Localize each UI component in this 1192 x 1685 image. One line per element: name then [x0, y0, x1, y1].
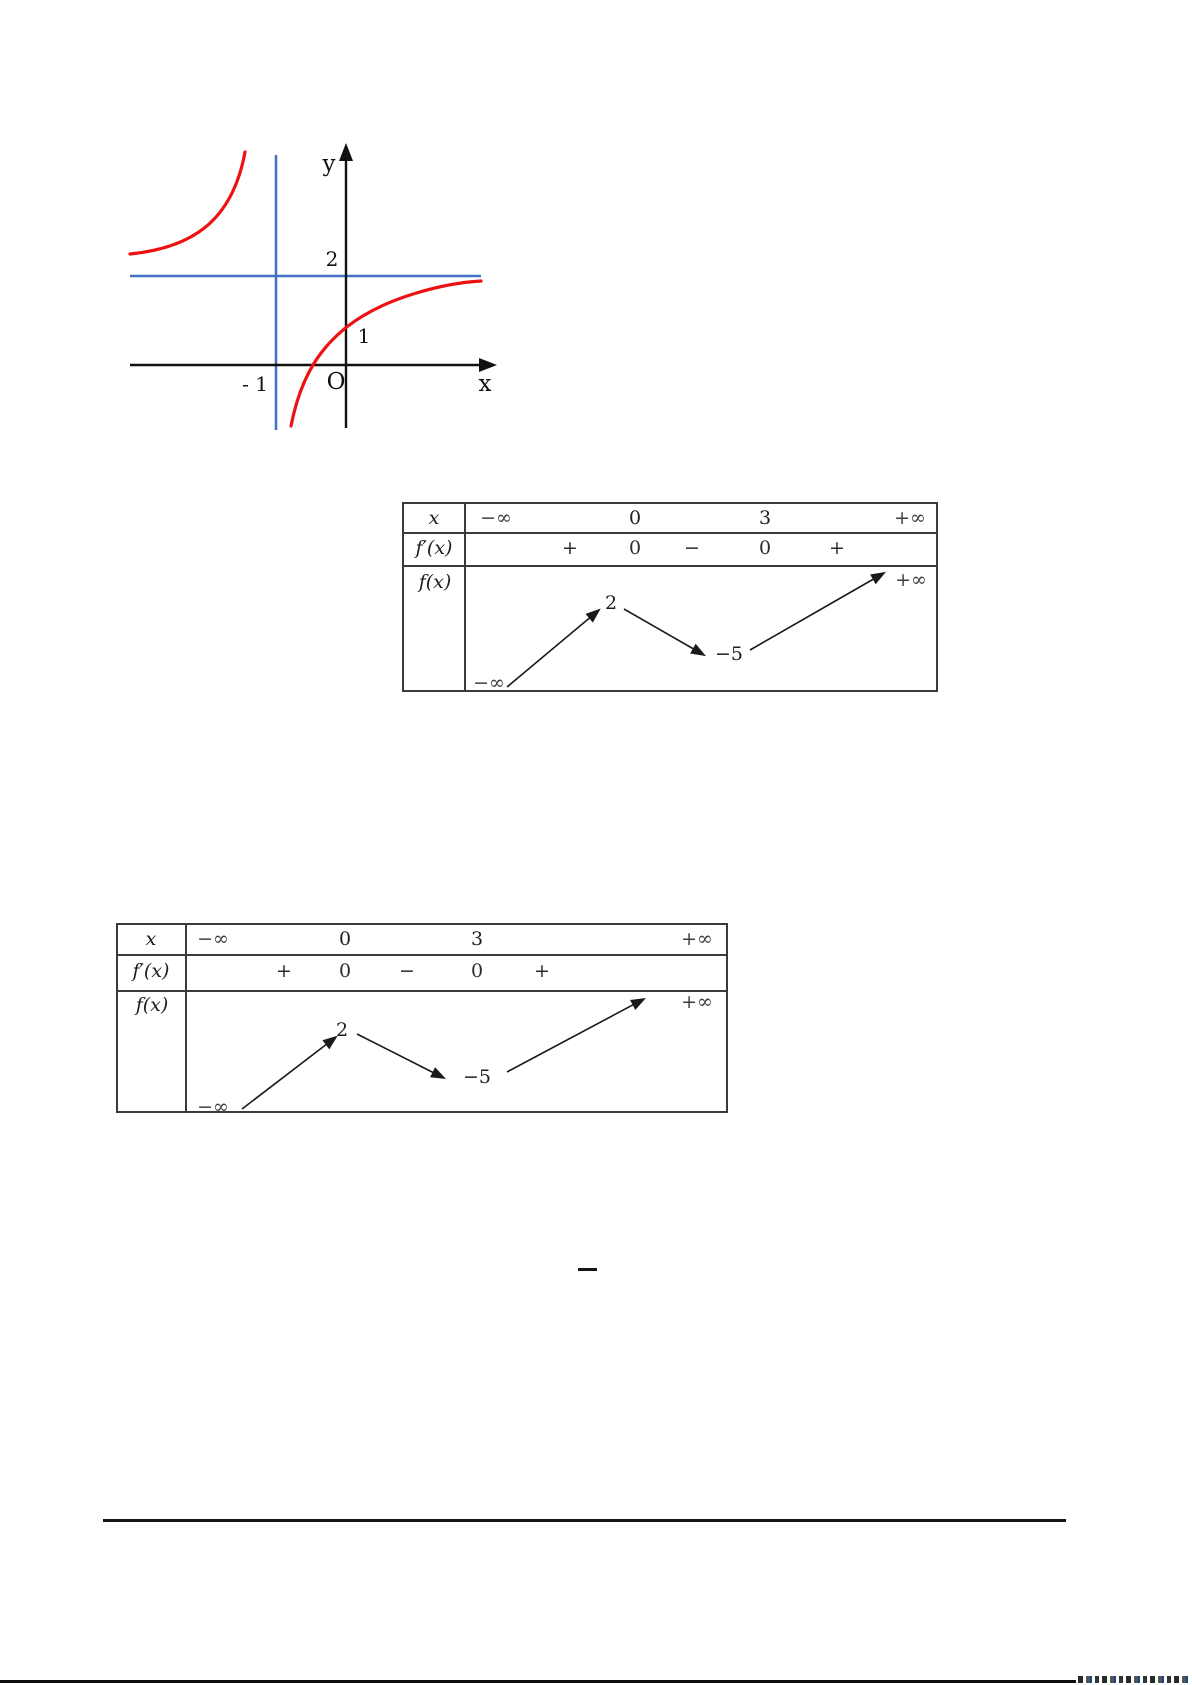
monotonicity-arrows [404, 504, 940, 694]
page-bottom-line [0, 1680, 1076, 1683]
x-value: 3 [470, 928, 484, 950]
f-local-min: −5 [714, 643, 744, 665]
f-limit-start: −∞ [473, 672, 505, 694]
increase-arrow-icon [324, 1037, 336, 1048]
decrease-arrow-icon [624, 609, 694, 649]
decrease-arrow-icon [357, 1034, 433, 1073]
x-value: +∞ [894, 507, 926, 529]
x-axis-label: x [478, 371, 492, 397]
curve-branch-lower-right [291, 281, 481, 426]
x-value: −∞ [197, 928, 229, 950]
f-local-max: 2 [335, 1019, 349, 1041]
x-value: 0 [338, 928, 352, 950]
increase-arrow-icon [631, 999, 644, 1009]
increase-arrow-icon [242, 1044, 327, 1109]
y-axis-label: y [322, 151, 336, 177]
row-header-fprime: f′(x) [132, 960, 170, 982]
y-intercept-label: 1 [357, 324, 371, 348]
horizontal-asymptote-label: 2 [325, 247, 339, 271]
decrease-arrow-icon [431, 1069, 444, 1078]
fprime-sign: + [562, 537, 578, 559]
inline-dash [578, 1268, 597, 1271]
row-header-x: x [145, 928, 157, 950]
increase-arrow-icon [507, 1005, 633, 1072]
variation-table-1 [402, 502, 938, 692]
decrease-arrow-icon [691, 645, 704, 655]
fprime-sign: 0 [470, 960, 484, 982]
row-header-x: x [428, 507, 440, 529]
fprime-sign: + [276, 960, 292, 982]
x-value: 0 [628, 507, 642, 529]
f-local-max: 2 [604, 592, 618, 614]
x-axis-arrow-icon [479, 358, 497, 372]
fprime-sign: 0 [628, 537, 642, 559]
curve-branch-upper-left [130, 152, 245, 254]
increase-arrow-icon [507, 618, 590, 687]
footer-separator-line [103, 1519, 1066, 1522]
x-value: −∞ [480, 507, 512, 529]
f-local-min: −5 [462, 1066, 492, 1088]
monotonicity-arrows [118, 925, 730, 1115]
fprime-sign: − [399, 960, 415, 982]
variation-table-2 [116, 923, 728, 1118]
x-value: +∞ [681, 928, 713, 950]
fprime-sign: − [684, 537, 700, 559]
row-header-f: f(x) [135, 994, 169, 1016]
x-value: 3 [758, 507, 772, 529]
y-axis-arrow-icon [339, 143, 353, 161]
fprime-sign: + [534, 960, 550, 982]
function-graph [115, 135, 500, 435]
vertical-asymptote-label: - 1 [242, 372, 268, 396]
row-header-f: f(x) [418, 571, 452, 593]
origin-label: O [326, 369, 346, 395]
increase-arrow-icon [750, 579, 874, 650]
row-header-fprime: f′(x) [415, 537, 453, 559]
fprime-sign: 0 [758, 537, 772, 559]
f-limit-end: +∞ [895, 569, 927, 591]
fprime-sign: 0 [338, 960, 352, 982]
increase-arrow-icon [871, 573, 884, 583]
footer-artifact [1078, 1676, 1191, 1683]
f-limit-start: −∞ [197, 1096, 229, 1118]
f-limit-end: +∞ [681, 991, 713, 1013]
fprime-sign: + [829, 537, 845, 559]
